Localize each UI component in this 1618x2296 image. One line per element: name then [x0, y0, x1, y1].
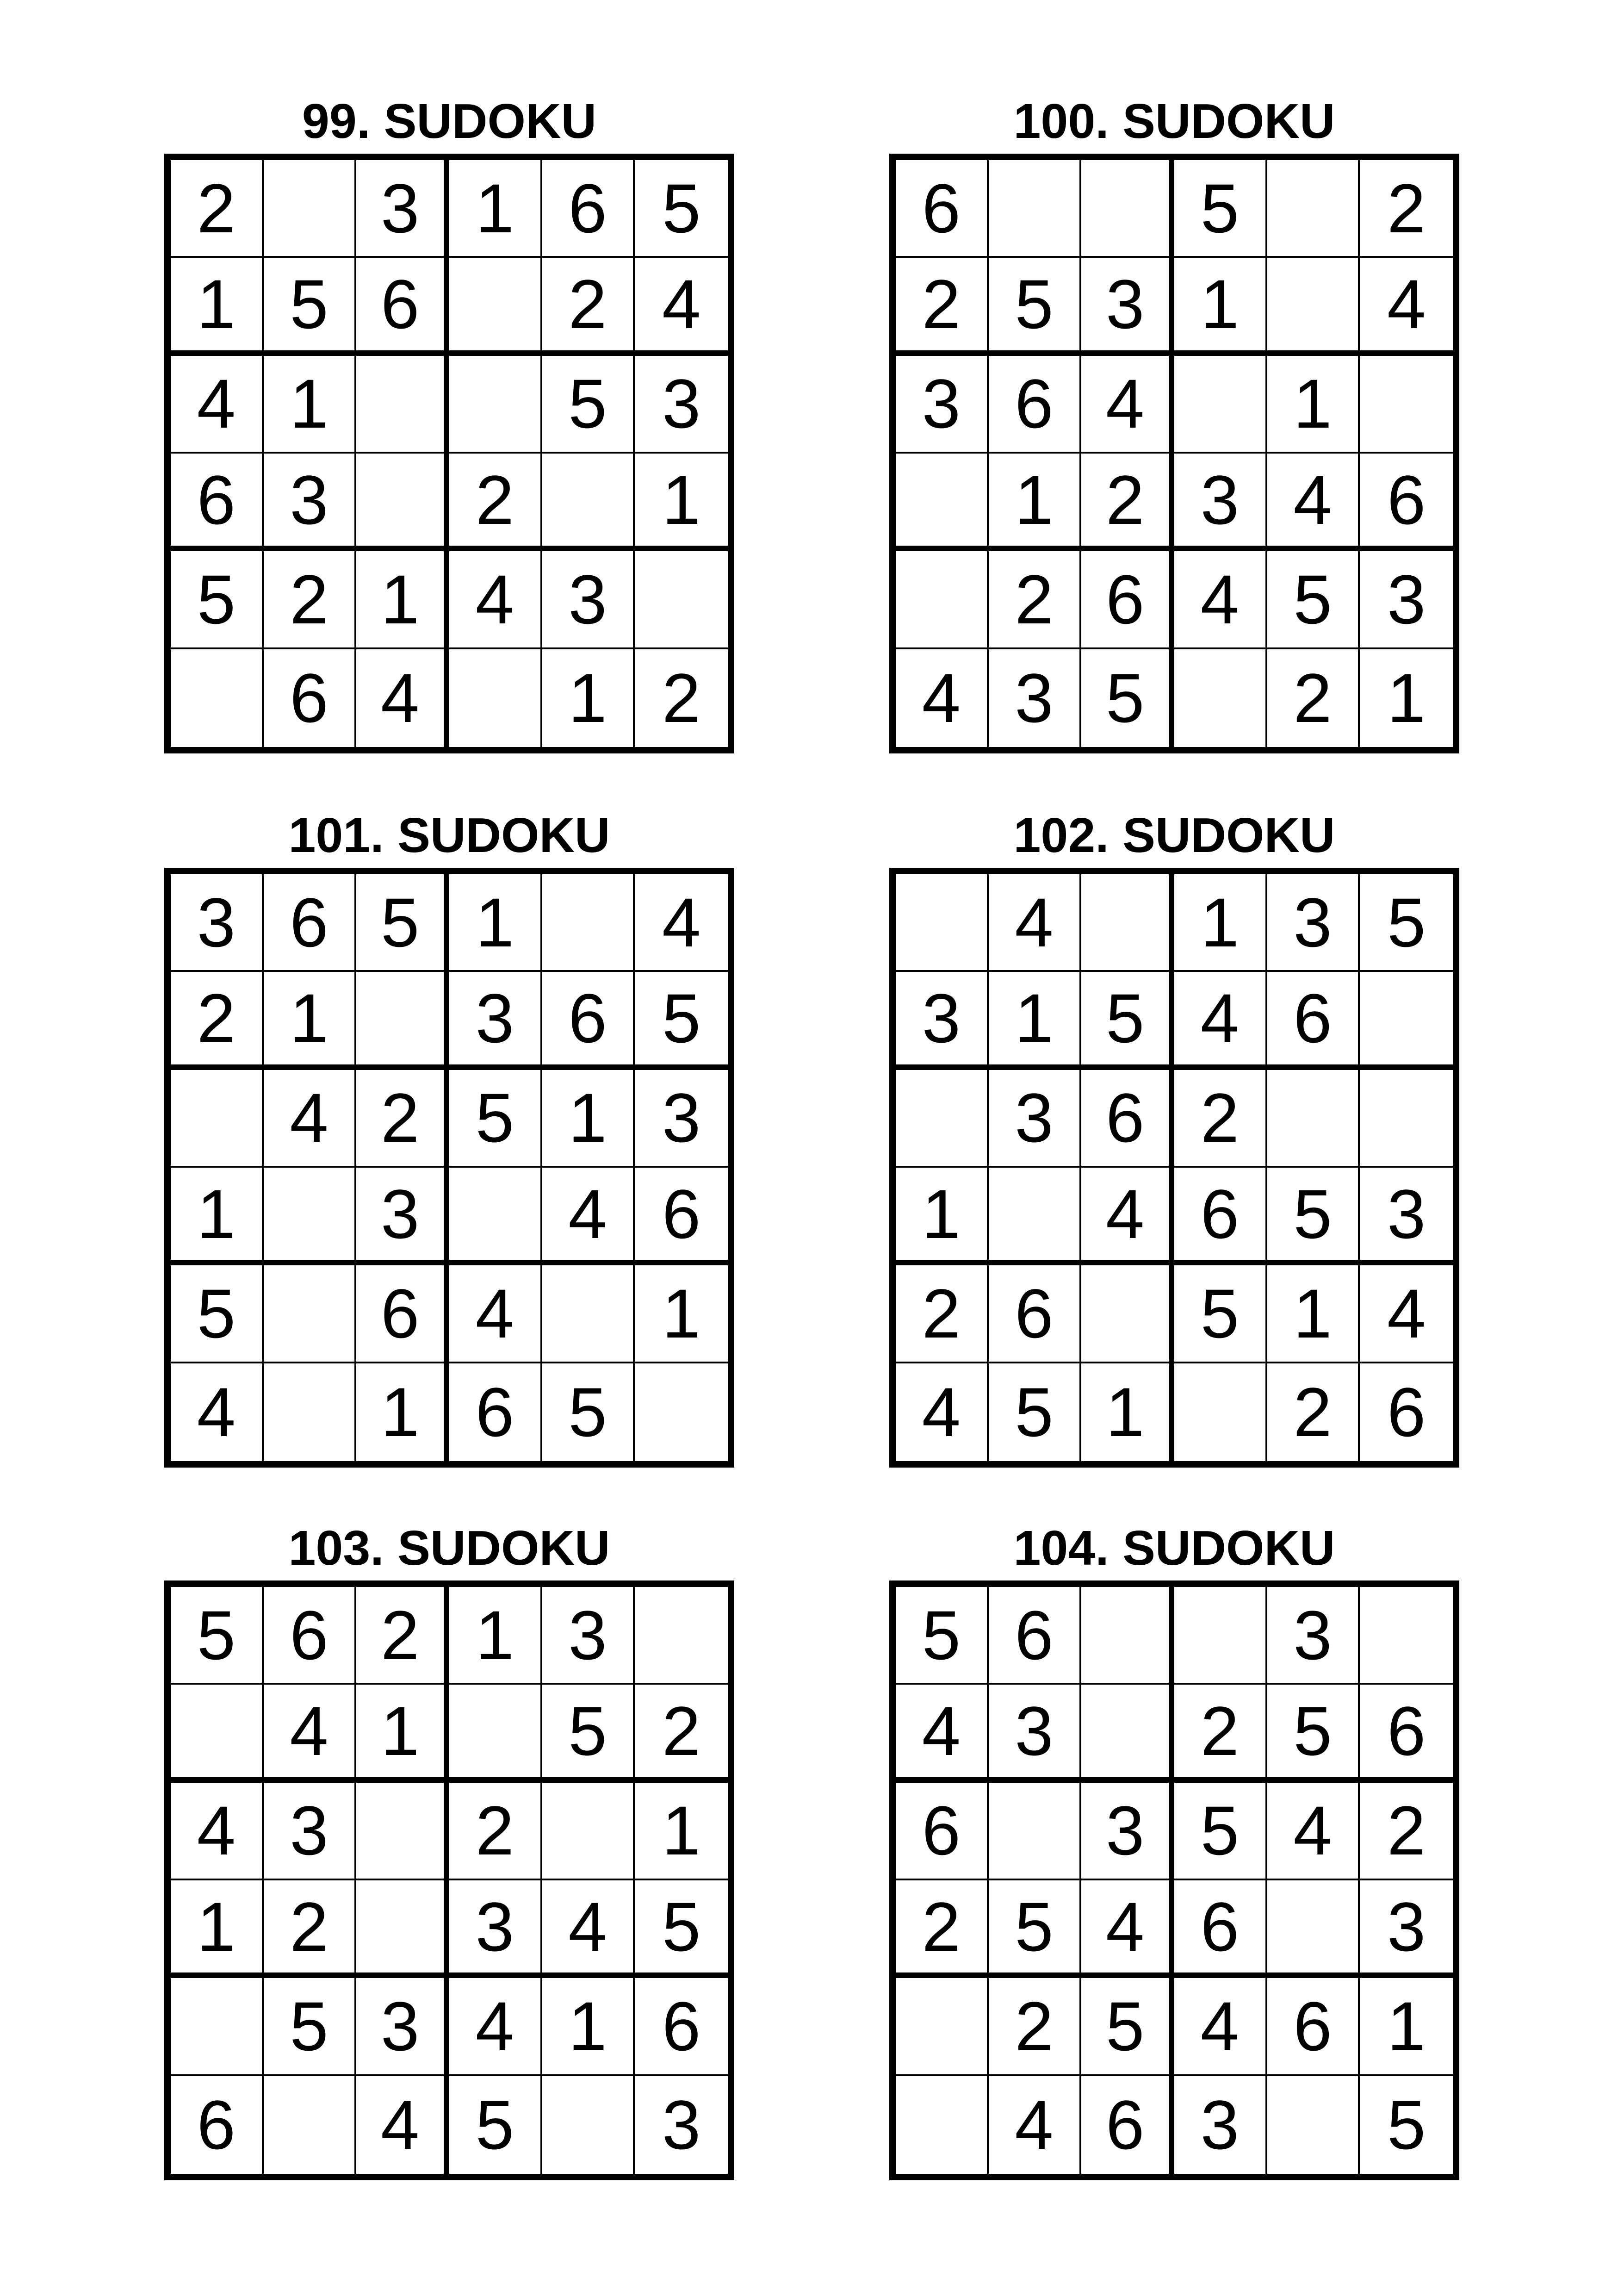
sudoku-cell[interactable]: [1081, 160, 1174, 258]
sudoku-cell[interactable]: 4: [1360, 1265, 1453, 1363]
sudoku-cell[interactable]: 1: [449, 874, 542, 972]
sudoku-cell[interactable]: [264, 1265, 357, 1363]
sudoku-cell[interactable]: [264, 2076, 357, 2174]
sudoku-cell[interactable]: 5: [635, 160, 728, 258]
sudoku-cell[interactable]: 5: [542, 1685, 635, 1782]
sudoku-cell[interactable]: 1: [542, 1070, 635, 1168]
sudoku-cell[interactable]: 4: [896, 649, 989, 747]
sudoku-cell[interactable]: [1174, 1587, 1267, 1685]
sudoku-cell[interactable]: 3: [449, 972, 542, 1070]
sudoku-cell[interactable]: [1174, 649, 1267, 747]
puzzle-title: 102. SUDOKU: [1013, 808, 1335, 863]
sudoku-cell[interactable]: 6: [264, 1587, 357, 1685]
sudoku-cell[interactable]: 2: [1267, 649, 1360, 747]
sudoku-cell[interactable]: 6: [989, 356, 1082, 454]
sudoku-cell[interactable]: 2: [662, 659, 701, 737]
sudoku-cell[interactable]: 1: [1267, 356, 1360, 454]
sudoku-cell[interactable]: 3: [1081, 258, 1174, 355]
puzzle-title: 104. SUDOKU: [1013, 1521, 1335, 1575]
sudoku-cell[interactable]: 4: [635, 874, 728, 972]
sudoku-cell[interactable]: 2: [542, 258, 635, 355]
sudoku-cell[interactable]: 2: [449, 1783, 542, 1880]
sudoku-cell[interactable]: 1: [542, 649, 635, 747]
sudoku-cell[interactable]: 5: [1267, 551, 1360, 649]
sudoku-cell[interactable]: 6: [635, 1168, 728, 1265]
sudoku-grid: [164, 154, 734, 753]
sudoku-cell[interactable]: [542, 1783, 635, 1880]
sudoku-cell[interactable]: [264, 1168, 357, 1265]
sudoku-cell[interactable]: [356, 356, 449, 454]
sudoku-cell[interactable]: 4: [356, 649, 449, 747]
sudoku-cell[interactable]: 2: [896, 1265, 989, 1363]
sudoku-cell[interactable]: 6: [1081, 1070, 1174, 1168]
sudoku-cell[interactable]: 3: [989, 1685, 1082, 1782]
sudoku-cell[interactable]: 1: [264, 356, 357, 454]
sudoku-cell[interactable]: [896, 874, 989, 972]
sudoku-cell[interactable]: 1: [989, 972, 1082, 1070]
sudoku-cell[interactable]: 2: [171, 972, 264, 1070]
sudoku-cell[interactable]: 6: [356, 1265, 449, 1363]
sudoku-cell[interactable]: 4: [171, 356, 264, 454]
sudoku-cell[interactable]: 3: [171, 874, 264, 972]
sudoku-cell[interactable]: [1174, 1363, 1267, 1461]
sudoku-cell[interactable]: 2: [264, 551, 357, 649]
sudoku-cell[interactable]: 6: [989, 1587, 1082, 1685]
sudoku-cell[interactable]: [264, 160, 357, 258]
sudoku-cell[interactable]: 3: [635, 1070, 728, 1168]
sudoku-cell[interactable]: 4: [264, 1685, 357, 1782]
sudoku-cell[interactable]: [1081, 874, 1174, 972]
sudoku-cell[interactable]: 6: [1081, 2076, 1174, 2174]
sudoku-cell[interactable]: 1: [1387, 659, 1426, 737]
sudoku-cell[interactable]: [449, 258, 542, 355]
sudoku-cell[interactable]: 4: [635, 258, 728, 355]
sudoku-cell[interactable]: 3: [356, 160, 449, 258]
sudoku-cell[interactable]: 6: [449, 1363, 542, 1461]
sudoku-cell[interactable]: 2: [356, 1587, 449, 1685]
sudoku-cell[interactable]: [1360, 1587, 1453, 1685]
sudoku-grid: [164, 1580, 734, 2180]
sudoku-cell[interactable]: 6: [1174, 1880, 1267, 1978]
sudoku-cell[interactable]: 1: [635, 1783, 728, 1880]
sudoku-cell[interactable]: 2: [896, 258, 989, 355]
sudoku-cell[interactable]: 2: [896, 1880, 989, 1978]
sudoku-grid: [889, 154, 1459, 753]
sudoku-cell[interactable]: 3: [989, 649, 1082, 747]
sudoku-cell[interactable]: 1: [449, 1587, 542, 1685]
sudoku-cell[interactable]: 4: [264, 1070, 357, 1168]
sudoku-cell[interactable]: [449, 1685, 542, 1782]
sudoku-cell[interactable]: 5: [989, 1880, 1082, 1978]
sudoku-cell[interactable]: 5: [449, 2076, 542, 2174]
sudoku-cell[interactable]: 3: [896, 356, 989, 454]
sudoku-cell[interactable]: 3: [449, 1880, 542, 1978]
sudoku-cell[interactable]: 1: [171, 258, 264, 355]
sudoku-cell[interactable]: 5: [356, 874, 449, 972]
sudoku-cell[interactable]: 3: [356, 1168, 449, 1265]
sudoku-cell[interactable]: 1: [1360, 1978, 1453, 2076]
sudoku-cell[interactable]: 2: [356, 1070, 449, 1168]
puzzle-title: 101. SUDOKU: [288, 808, 610, 863]
sudoku-cell[interactable]: 2: [1174, 1070, 1267, 1168]
sudoku-cell[interactable]: 6: [171, 2076, 264, 2174]
puzzle-title: 99. SUDOKU: [302, 94, 597, 149]
sudoku-cell[interactable]: 5: [1174, 1783, 1267, 1880]
sudoku-cell[interactable]: 6: [989, 1265, 1082, 1363]
sudoku-grid: [889, 1580, 1459, 2180]
sudoku-cell[interactable]: 4: [989, 874, 1082, 972]
sudoku-cell[interactable]: 1: [989, 454, 1082, 551]
sudoku-cell[interactable]: 1: [1174, 258, 1267, 355]
sudoku-cell[interactable]: 5: [1081, 649, 1174, 747]
puzzle-title: 103. SUDOKU: [288, 1521, 610, 1575]
sudoku-cell[interactable]: 1: [542, 1978, 635, 2076]
sudoku-cell[interactable]: 5: [1267, 1168, 1360, 1265]
sudoku-cell[interactable]: 1: [264, 972, 357, 1070]
sudoku-cell[interactable]: 1: [635, 454, 728, 551]
sudoku-cell[interactable]: 3: [542, 551, 635, 649]
sudoku-cell[interactable]: [635, 1587, 728, 1685]
sudoku-cell[interactable]: 6: [1360, 1685, 1453, 1782]
sudoku-cell[interactable]: 6: [1360, 454, 1453, 551]
sudoku-cell[interactable]: 4: [449, 551, 542, 649]
sudoku-cell[interactable]: 6: [356, 258, 449, 355]
sudoku-cell[interactable]: [1360, 356, 1453, 454]
sudoku-cell[interactable]: 3: [264, 1783, 357, 1880]
sudoku-cell[interactable]: 6: [1387, 1373, 1426, 1451]
sudoku-cell[interactable]: 4: [1267, 1783, 1360, 1880]
sudoku-cell[interactable]: 4: [1174, 1978, 1267, 2076]
sudoku-cell[interactable]: [1267, 1070, 1360, 1168]
sudoku-cell[interactable]: 6: [896, 160, 989, 258]
sudoku-cell[interactable]: 5: [1267, 1685, 1360, 1782]
sudoku-cell[interactable]: [356, 1783, 449, 1880]
sudoku-cell[interactable]: 2: [989, 1978, 1082, 2076]
sudoku-cell[interactable]: [171, 649, 264, 747]
sudoku-cell[interactable]: [635, 1363, 728, 1461]
sudoku-cell[interactable]: 5: [1081, 972, 1174, 1070]
sudoku-cell[interactable]: 1: [896, 1168, 989, 1265]
sudoku-cell[interactable]: [1267, 2076, 1360, 2174]
sudoku-cell[interactable]: 2: [989, 551, 1082, 649]
sudoku-cell[interactable]: 4: [1360, 258, 1453, 355]
sudoku-cell[interactable]: 4: [1081, 1168, 1174, 1265]
sudoku-cell[interactable]: 5: [1081, 1978, 1174, 2076]
sudoku-cell[interactable]: 4: [1174, 551, 1267, 649]
sudoku-cell[interactable]: 1: [171, 1168, 264, 1265]
sudoku-cell[interactable]: [1081, 1587, 1174, 1685]
sudoku-cell[interactable]: 1: [449, 160, 542, 258]
sudoku-cell[interactable]: [896, 1070, 989, 1168]
sudoku-cell[interactable]: 3: [1174, 2076, 1267, 2174]
sudoku-cell[interactable]: 6: [1174, 1168, 1267, 1265]
sudoku-cell[interactable]: 5: [542, 1363, 635, 1461]
sudoku-cell[interactable]: 2: [449, 454, 542, 551]
sudoku-cell[interactable]: 4: [171, 1363, 264, 1461]
sudoku-cell[interactable]: 3: [356, 1978, 449, 2076]
sudoku-cell[interactable]: [449, 356, 542, 454]
sudoku-cell[interactable]: 6: [542, 972, 635, 1070]
sudoku-cell[interactable]: 3: [1360, 551, 1453, 649]
sudoku-cell[interactable]: 6: [1081, 551, 1174, 649]
sudoku-cell[interactable]: 1: [171, 1880, 264, 1978]
sudoku-cell[interactable]: [356, 1880, 449, 1978]
sudoku-cell[interactable]: [1174, 356, 1267, 454]
sudoku-cell[interactable]: 5: [264, 1978, 357, 2076]
sudoku-cell[interactable]: 5: [1174, 160, 1267, 258]
sudoku-cell[interactable]: [1360, 1070, 1453, 1168]
sudoku-cell[interactable]: 4: [1081, 1880, 1174, 1978]
sudoku-cell[interactable]: 2: [264, 1880, 357, 1978]
sudoku-cell[interactable]: 4: [171, 1783, 264, 1880]
sudoku-cell[interactable]: [542, 454, 635, 551]
sudoku-cell[interactable]: 1: [1267, 1265, 1360, 1363]
sudoku-cell[interactable]: [896, 2076, 989, 2174]
sudoku-cell[interactable]: [896, 551, 989, 649]
sudoku-cell[interactable]: [1081, 1685, 1174, 1782]
sudoku-cell[interactable]: 5: [635, 972, 728, 1070]
sudoku-cell[interactable]: [635, 551, 728, 649]
sudoku-cell[interactable]: 6: [896, 1783, 989, 1880]
sudoku-cell[interactable]: [896, 454, 989, 551]
sudoku-cell[interactable]: 5: [1174, 1265, 1267, 1363]
sudoku-cell[interactable]: 3: [635, 356, 728, 454]
sudoku-cell[interactable]: 5: [171, 1587, 264, 1685]
sudoku-cell[interactable]: [1360, 972, 1453, 1070]
sudoku-cell[interactable]: 3: [1174, 454, 1267, 551]
sudoku-cell[interactable]: 5: [896, 1587, 989, 1685]
sudoku-cell[interactable]: [1267, 258, 1360, 355]
sudoku-cell[interactable]: [989, 1168, 1082, 1265]
sudoku-cell[interactable]: [1267, 160, 1360, 258]
sudoku-cell[interactable]: 1: [635, 1265, 728, 1363]
sudoku-cell[interactable]: [171, 1685, 264, 1782]
sudoku-cell[interactable]: 3: [1360, 1880, 1453, 1978]
sudoku-cell[interactable]: 4: [449, 1978, 542, 2076]
sudoku-cell[interactable]: 4: [896, 1363, 989, 1461]
sudoku-cell[interactable]: 3: [1267, 874, 1360, 972]
sudoku-cell[interactable]: [449, 649, 542, 747]
sudoku-cell[interactable]: 3: [542, 1587, 635, 1685]
sudoku-cell[interactable]: 4: [542, 1880, 635, 1978]
sudoku-cell[interactable]: 5: [264, 258, 357, 355]
sudoku-cell[interactable]: 5: [171, 551, 264, 649]
sudoku-cell[interactable]: 3: [1267, 1587, 1360, 1685]
sudoku-cell[interactable]: 5: [1360, 874, 1453, 972]
sudoku-cell[interactable]: 4: [356, 2076, 449, 2174]
sudoku-cell[interactable]: 1: [1174, 874, 1267, 972]
sudoku-cell[interactable]: 4: [449, 1265, 542, 1363]
sudoku-cell[interactable]: [989, 160, 1082, 258]
sudoku-cell[interactable]: 4: [1081, 356, 1174, 454]
sudoku-grid: [164, 868, 734, 1468]
sudoku-cell[interactable]: 4: [542, 1168, 635, 1265]
sudoku-cell[interactable]: 3: [1360, 1168, 1453, 1265]
puzzle-title: 100. SUDOKU: [1013, 94, 1335, 149]
sudoku-cell[interactable]: 5: [542, 356, 635, 454]
sudoku-cell[interactable]: [542, 2076, 635, 2174]
sudoku-cell[interactable]: 5: [171, 1265, 264, 1363]
sudoku-cell[interactable]: 4: [1267, 454, 1360, 551]
sudoku-cell[interactable]: 2: [635, 1685, 728, 1782]
sudoku-cell[interactable]: 6: [264, 649, 357, 747]
sudoku-cell[interactable]: 1: [356, 1685, 449, 1782]
sudoku-cell[interactable]: 6: [1267, 972, 1360, 1070]
sudoku-cell[interactable]: [171, 1070, 264, 1168]
sudoku-cell[interactable]: 6: [542, 160, 635, 258]
sudoku-cell[interactable]: [449, 1168, 542, 1265]
sudoku-cell[interactable]: 3: [896, 972, 989, 1070]
sudoku-cell[interactable]: 3: [989, 1070, 1082, 1168]
sudoku-cell[interactable]: [356, 454, 449, 551]
sudoku-cell[interactable]: 1: [1081, 1363, 1174, 1461]
sudoku-cell[interactable]: 2: [1081, 454, 1174, 551]
sudoku-cell[interactable]: 2: [1174, 1685, 1267, 1782]
sudoku-cell[interactable]: 3: [264, 454, 357, 551]
sudoku-cell[interactable]: 5: [989, 1363, 1082, 1461]
sudoku-cell[interactable]: 2: [1360, 160, 1453, 258]
sudoku-cell[interactable]: 5: [989, 258, 1082, 355]
sudoku-cell[interactable]: [542, 1265, 635, 1363]
sudoku-grid: [889, 868, 1459, 1468]
sudoku-cell[interactable]: 4: [1174, 972, 1267, 1070]
sudoku-cell[interactable]: 5: [449, 1070, 542, 1168]
sudoku-cell[interactable]: 1: [356, 1363, 449, 1461]
sudoku-cell[interactable]: [1267, 1880, 1360, 1978]
sudoku-cell[interactable]: [1081, 1265, 1174, 1363]
sudoku-cell[interactable]: 3: [662, 2086, 701, 2164]
sudoku-cell[interactable]: 4: [896, 1685, 989, 1782]
sudoku-cell[interactable]: 6: [264, 874, 357, 972]
sudoku-cell[interactable]: [171, 1978, 264, 2076]
sudoku-cell[interactable]: [264, 1363, 357, 1461]
sudoku-cell[interactable]: [989, 1783, 1082, 1880]
sudoku-cell[interactable]: 2: [1360, 1783, 1453, 1880]
sudoku-cell[interactable]: 5: [635, 1880, 728, 1978]
sudoku-cell[interactable]: 3: [1081, 1783, 1174, 1880]
sudoku-cell[interactable]: 5: [1387, 2086, 1426, 2164]
sudoku-cell[interactable]: [356, 972, 449, 1070]
sudoku-cell[interactable]: 6: [635, 1978, 728, 2076]
sudoku-cell[interactable]: 6: [1267, 1978, 1360, 2076]
sudoku-cell[interactable]: [896, 1978, 989, 2076]
sudoku-cell[interactable]: 2: [1267, 1363, 1360, 1461]
sudoku-cell[interactable]: 2: [171, 160, 264, 258]
sudoku-cell[interactable]: [542, 874, 635, 972]
sudoku-cell[interactable]: 6: [171, 454, 264, 551]
sudoku-cell[interactable]: 4: [989, 2076, 1082, 2174]
sudoku-cell[interactable]: 1: [356, 551, 449, 649]
